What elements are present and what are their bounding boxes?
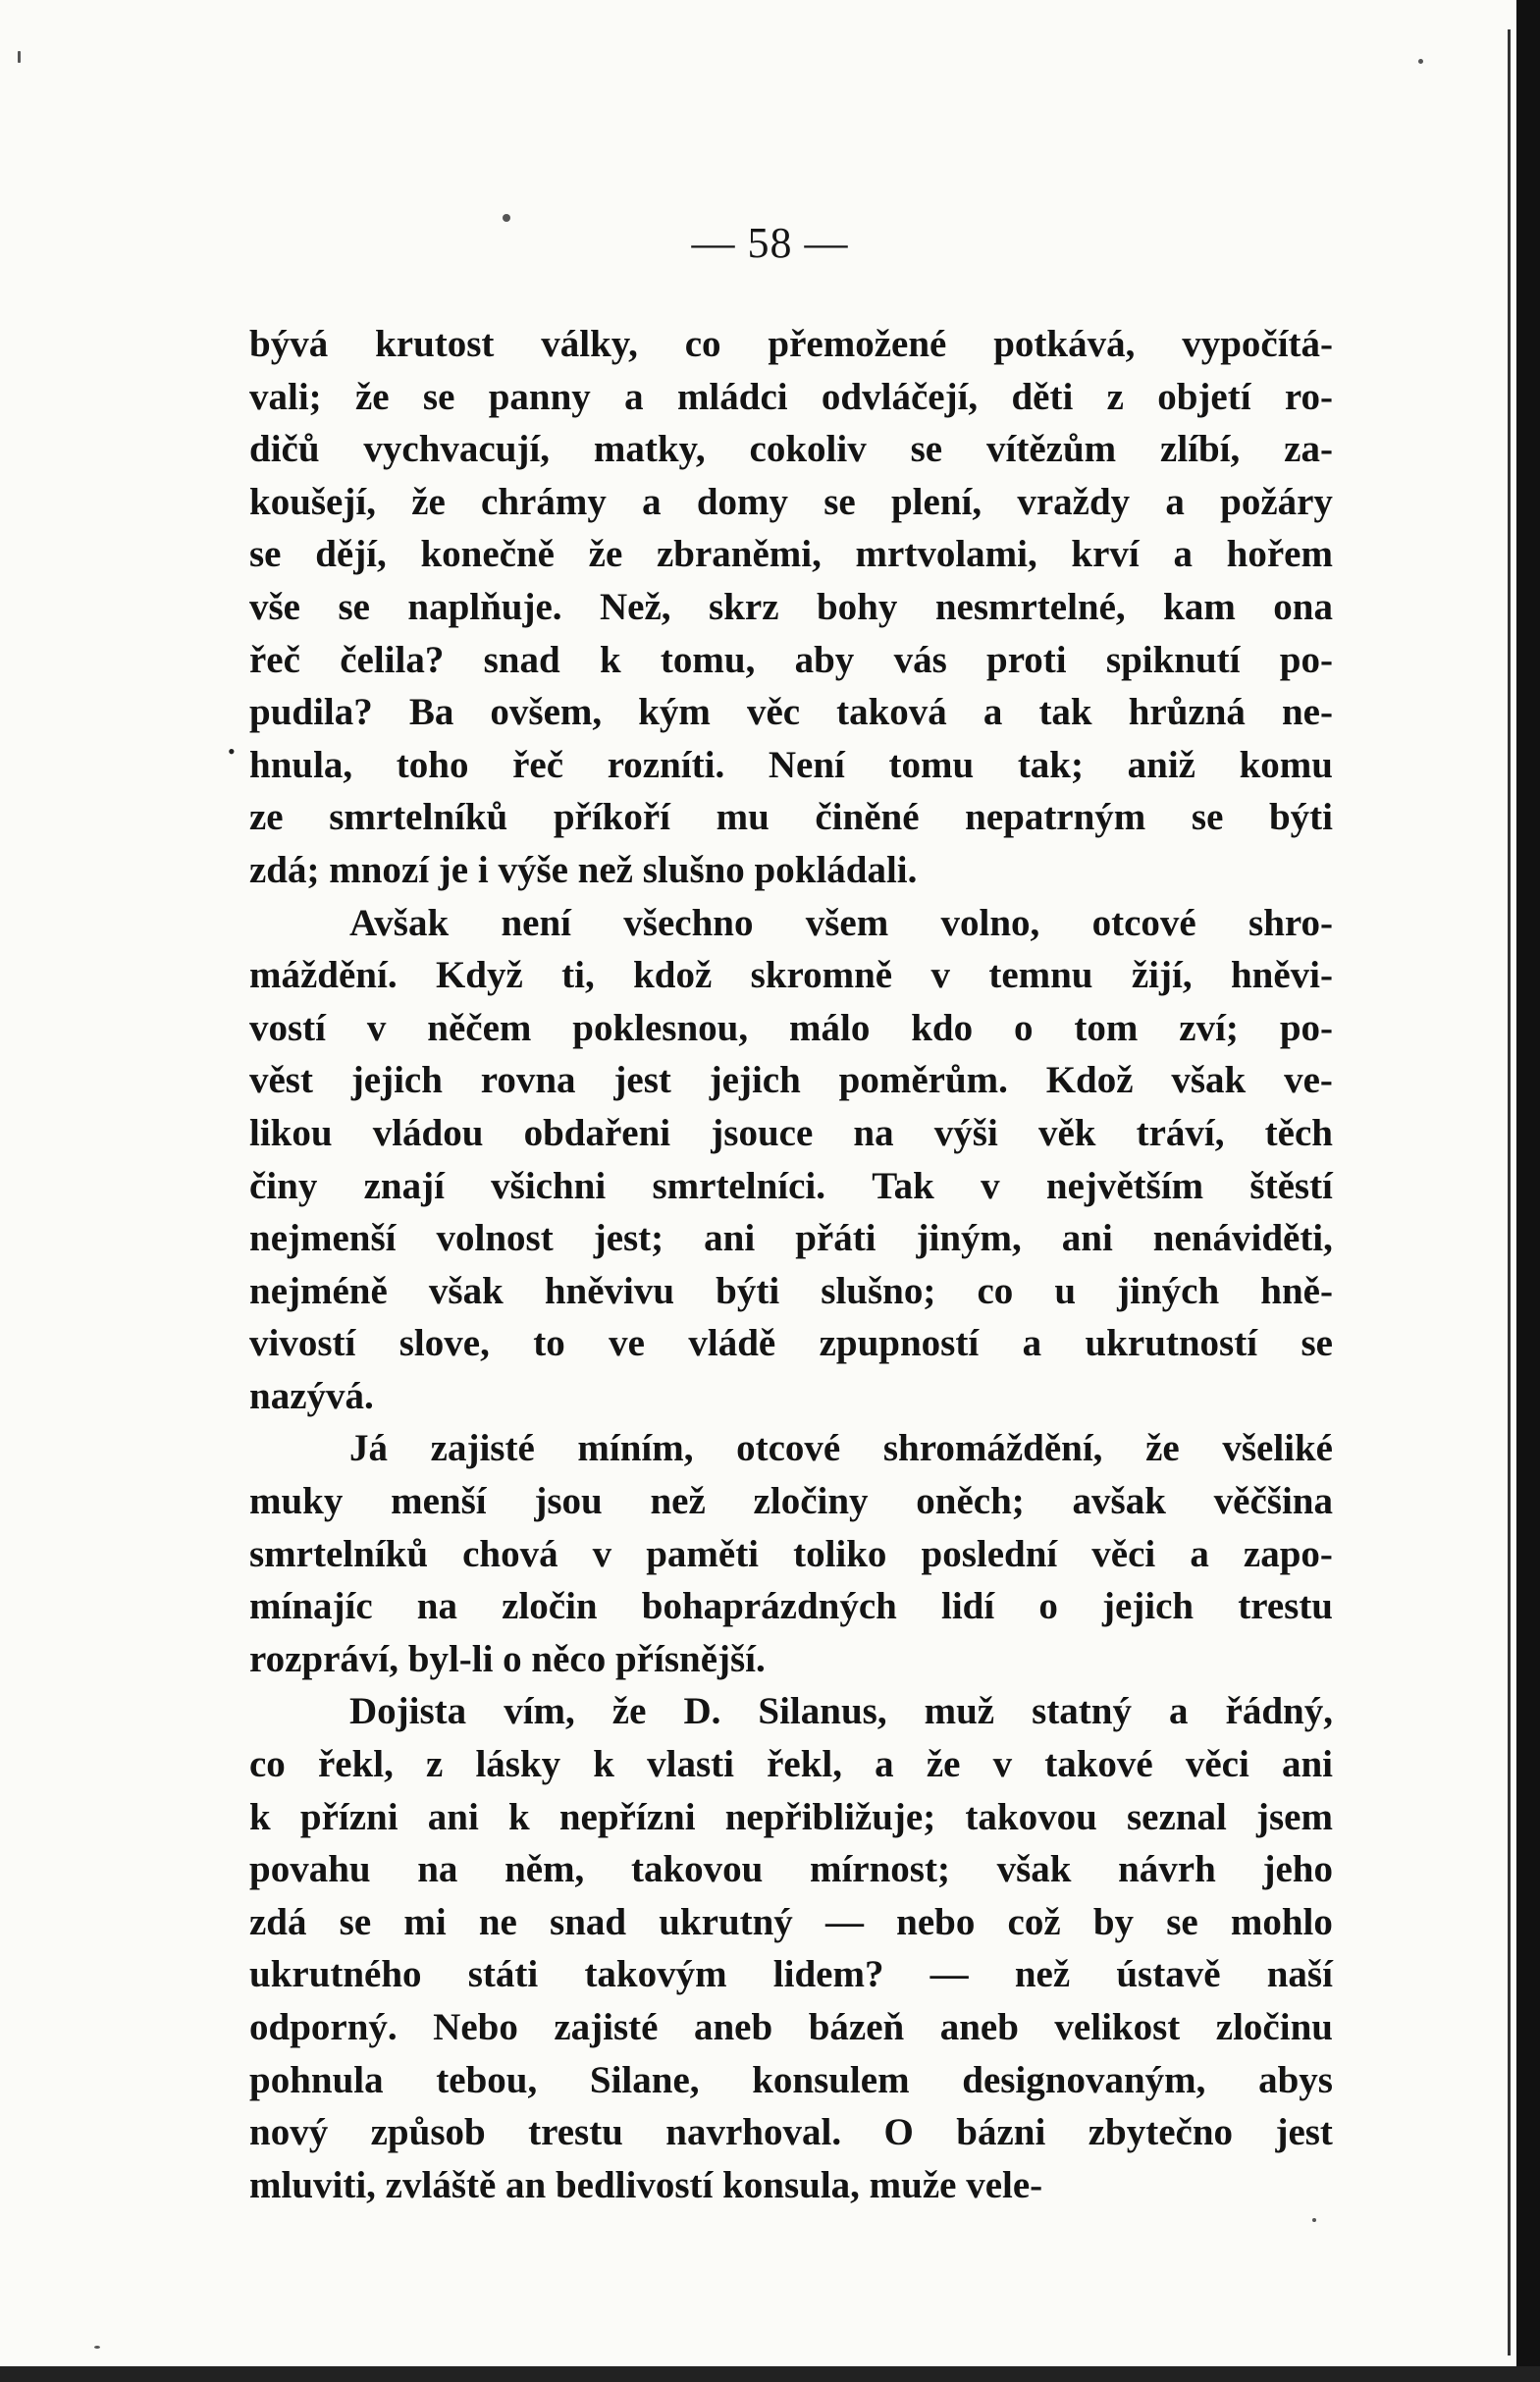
text-line: vostí v něčem poklesnou, málo kdo o tom zví; po-	[249, 1006, 1333, 1049]
scan-border-bottom	[0, 2366, 1540, 2382]
text-line: zdá se mi ne snad ukrutný — nebo což by se mohlo	[249, 1900, 1333, 1943]
text-line: mluviti, zvláště an bedlivostí konsula, muže vele-	[249, 2163, 1043, 2206]
scan-speck	[1418, 59, 1423, 64]
text-line: činy znají všichni smrtelníci. Tak v největším štěstí	[249, 1164, 1333, 1207]
text-line: Avšak není všechno všem volno, otcové shro-	[349, 901, 1333, 944]
text-line: vali; že se panny a mládci odvláčejí, děti z objetí ro-	[249, 375, 1333, 418]
text-line: bývá krutost války, co přemožené potkává, vypočítá-	[249, 323, 1333, 365]
text-line: povahu na něm, takovou mírnost; však návrh jeho	[249, 1848, 1333, 1891]
text-line: zdá; mnozí je i výše než slušno pokládali.	[249, 848, 918, 891]
text-line: nový způsob trestu navrhoval. O bázni zbytečno jest	[249, 2111, 1333, 2154]
body-text	[249, 318, 1333, 2211]
scan-border-line	[1508, 29, 1511, 2356]
margin-mark: •	[228, 739, 236, 764]
text-line: se dějí, konečně že zbraněmi, mrtvolami, krví a hořem	[249, 533, 1333, 576]
scan-speck	[18, 51, 21, 63]
text-line: k přízni ani k nepřízni nepřibližuje; takovou seznal jsem	[249, 1795, 1333, 1838]
scan-speck	[94, 2346, 100, 2349]
text-line: hnula, toho řeč rozníti. Není tomu tak; aniž komu	[249, 743, 1333, 786]
text-line: ze smrtelníků příkoří mu činěné nepatrným se býti	[249, 796, 1333, 839]
text-line: likou vládou obdařeni jsouce na výši věk tráví, těch	[249, 1111, 1333, 1154]
scan-speck	[503, 214, 510, 222]
text-line: muky menší jsou než zločiny oněch; avšak věčšina	[249, 1480, 1333, 1523]
text-line: koušejí, že chrámy a domy se plení, vraždy a požáry	[249, 480, 1333, 523]
page-number: — 58 —	[691, 219, 849, 267]
text-line: rozpráví, byl-li o něco přísnější.	[249, 1637, 766, 1680]
text-line: máždění. Když ti, kdož skromně v temnu žijí, hněvi-	[249, 954, 1333, 997]
text-line: nazývá.	[249, 1374, 374, 1417]
text-line: smrtelníků chová v paměti toliko poslední věci a zapo-	[249, 1532, 1333, 1575]
text-line: dičů vychvacují, matky, cokoliv se vítězům zlíbí, za-	[249, 428, 1333, 471]
scan-speck	[1312, 2218, 1316, 2222]
text-line: vše se naplňuje. Než, skrz bohy nesmrtelné, kam ona	[249, 585, 1333, 628]
text-line: vivostí slove, to ve vládě zpupností a ukrutností se	[249, 1322, 1333, 1365]
text-line: věst jejich rovna jest jejich poměrům. Kdož však ve-	[249, 1059, 1333, 1102]
text-line: nejmenší volnost jest; ani přáti jiným, ani nenáviděti,	[249, 1217, 1333, 1260]
text-line: nejméně však hněvivu býti slušno; co u jiných hně-	[249, 1269, 1333, 1312]
text-line: řeč čelila? snad k tomu, aby vás proti spiknutí po-	[249, 638, 1333, 681]
text-line: mínajíc na zločin bohaprázdných lidí o jejich trestu	[249, 1585, 1333, 1628]
scan-border-right	[1516, 0, 1540, 2382]
text-line: Já zajisté míním, otcové shromáždění, že všeliké	[349, 1427, 1333, 1470]
text-line: pudila? Ba ovšem, kým věc taková a tak hrůzná ne-	[249, 691, 1333, 734]
text-line: Dojista vím, že D. Silanus, muž statný a řádný,	[349, 1690, 1333, 1733]
text-line: pohnula tebou, Silane, konsulem designovaným, abys	[249, 2058, 1333, 2101]
text-line: co řekl, z lásky k vlasti řekl, a že v takové věci ani	[249, 1743, 1333, 1786]
text-line: odporný. Nebo zajisté aneb bázeň aneb velikost zločinu	[249, 2006, 1333, 2048]
text-line: ukrutného státi takovým lidem? — než ústavě naší	[249, 1953, 1333, 1996]
